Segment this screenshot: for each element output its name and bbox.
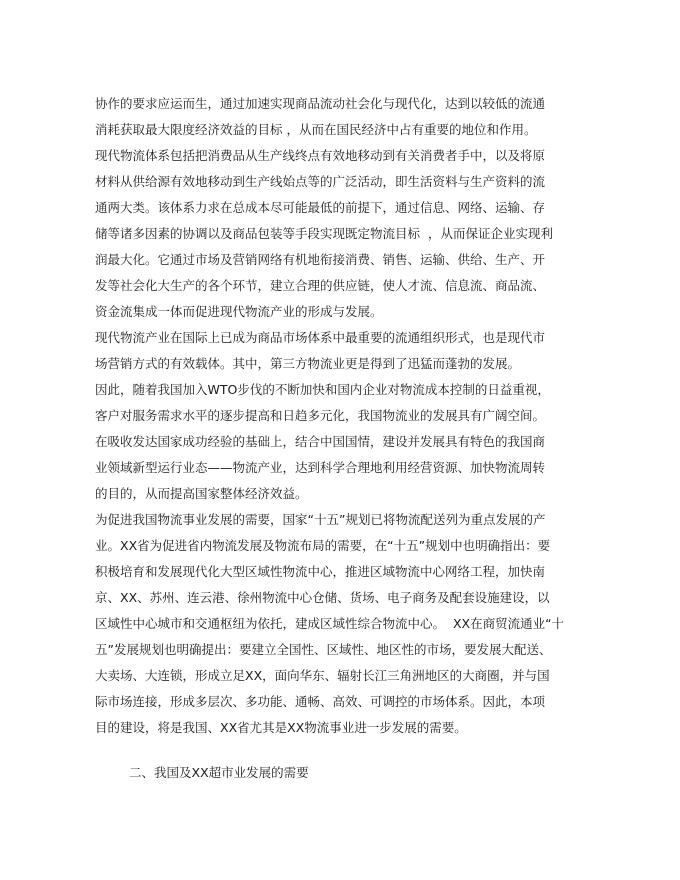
text-line: 目的建设，将是我国、XX省尤其是XX物流事业进一步发展的需要。 — [95, 720, 467, 735]
text-line: 润最大化。它通过市场及营销网络有机地衔接消费、销售、运输、供给、生产、开 — [95, 252, 546, 267]
text-line: 际市场连接，形成多层次、多功能、通畅、高效、可调控的市场体系。因此，本项 — [95, 694, 546, 709]
text-line: 业。XX省为促进省内物流发展及物流布局的需要，在“十五”规划中也明确指出：要 — [95, 538, 551, 553]
text-line: 场营销方式的有效载体。其中，第三方物流业更是得到了迅猛而蓬勃的发展。 — [95, 356, 521, 371]
text-line: 积极培育和发展现代化大型区域性物流中心，推进区域物流中心网络工程，加快南 — [95, 564, 546, 579]
text-line: 业领域新型运行业态——物流产业，达到科学合理地利用经营资源、加快物流周转 — [95, 460, 546, 475]
text-line: 区域性中心城市和交通枢纽为依托，建成区域性综合物流中心。 XX在商贸流通业“十 — [95, 616, 565, 631]
text-line: 因此，随着我国加入WTO步伐的不断加快和国内企业对物流成本控制的日益重视， — [95, 382, 550, 397]
section-heading: 二、我国及XX超市业发展的需要 — [129, 765, 309, 780]
text-line: 在吸收发达国家成功经验的基础上，结合中国国情，建设并发展具有特色的我国商 — [95, 434, 546, 449]
text-line: 现代物流产业在国际上已成为商品市场体系中最重要的流通组织形式，也是现代市 — [95, 330, 546, 345]
text-line: 为促进我国物流事业发展的需要，国家“十五”规划已将物流配送列为重点发展的产 — [95, 512, 546, 527]
text-line: 五”发展规划也明确提出：要建立全国性、区域性、地区性的市场，要发展大配送、 — [95, 642, 552, 657]
text-line: 通两大类。该体系力求在总成本尽可能最低的前提下，通过信息、网络、运输、存 — [95, 200, 546, 215]
text-line: 大卖场、大连锁，形成立足XX，面向华东、辐射长江三角洲地区的大商圈，并与国 — [95, 668, 550, 683]
text-line: 现代物流体系包括把消费品从生产线终点有效地移动到有关消费者手中，以及将原 — [95, 148, 546, 163]
text-line: 材料从供给源有效地移动到生产线始点等的广泛活动，即生活资料与生产资料的流 — [95, 174, 546, 189]
text-line: 客户对服务需求水平的逐步提高和日趋多元化，我国物流业的发展具有广阔空间。 — [95, 408, 546, 423]
text-line: 储等诸多因素的协调以及商品包装等手段实现既定物流目标 ，从而保证企业实现利 — [95, 226, 553, 241]
text-line: 资金流集成一体而促进现代物流产业的形成与发展。 — [95, 304, 383, 319]
text-line: 的目的，从而提高国家整体经济效益。 — [95, 486, 308, 501]
text-line: 发等社会化大生产的各个环节，建立合理的供应链，使人才流、信息流、商品流、 — [95, 278, 546, 293]
text-line: 协作的要求应运而生，通过加速实现商品流动社会化与现代化，达到以较低的流通 — [95, 96, 546, 111]
text-line: 京、XX、苏州、连云港、徐州物流中心仓储、货场、电子商务及配套设施建设，以 — [95, 590, 550, 605]
text-line: 消耗获取最大限度经济效益的目标 ，从而在国民经济中占有重要的地位和作用。 — [95, 122, 537, 137]
